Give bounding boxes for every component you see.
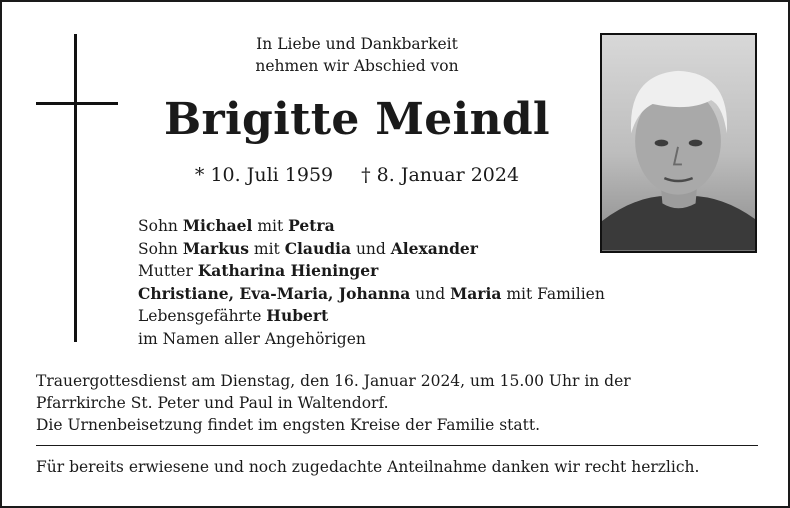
mourner-name: Markus: [182, 238, 249, 258]
service-line: Trauergottesdienst am Dienstag, den 16. Januar 2024, um 15.00 Uhr in der: [36, 372, 631, 390]
mourner-text: Lebensgefährte: [138, 307, 267, 325]
thanks-text: Für bereits erwiesene und noch zugedachte Anteilnahme danken wir recht herzlich.: [36, 458, 700, 476]
death-date: † 8. Januar 2024: [361, 164, 520, 186]
life-dates: [142, 161, 572, 189]
portrait-photo-image: [602, 35, 755, 251]
birth-date: * 10. Juli 1959: [194, 164, 334, 186]
mourner-name: Katharina Hieninger: [197, 261, 379, 280]
mourner-name: Michael: [182, 216, 253, 235]
mourner-line: [138, 260, 605, 283]
mourner-name: Alexander: [390, 238, 478, 258]
mourner-text: und: [351, 239, 391, 258]
mourner-text: Mutter: [138, 262, 198, 280]
mourner-name: Petra: [288, 216, 335, 235]
cross-icon: [74, 34, 77, 342]
mourner-name: Maria: [450, 283, 502, 303]
intro-text: [142, 33, 572, 77]
mourner-line: [138, 238, 605, 261]
mourner-line: [138, 215, 605, 238]
service-line: Die Urnenbeisetzung findet im engsten Kreise der Familie statt.: [36, 416, 541, 434]
divider: [36, 445, 758, 446]
mourner-text: im Namen aller Angehörigen: [138, 329, 366, 348]
deceased-name: Brigitte Meindl: [164, 94, 550, 145]
cross-icon-bar: [36, 102, 118, 105]
intro-line: In Liebe und Dankbarkeit: [256, 35, 458, 53]
mourner-name: Claudia: [284, 238, 352, 258]
mourner-text: Sohn: [138, 239, 183, 258]
service-line: Pfarrkirche St. Peter und Paul in Waltendorf.: [36, 394, 389, 412]
mourner-text: mit: [248, 239, 285, 258]
service-details: [36, 370, 631, 436]
mourner-name: Hubert: [266, 306, 329, 325]
mourner-text: mit Familien: [501, 284, 605, 303]
mourner-line: [138, 283, 605, 306]
intro-line: nehmen wir Abschied von: [255, 57, 459, 75]
mourners-list: [138, 215, 605, 350]
mourner-text: mit: [252, 217, 289, 235]
mourner-name: Christiane, Eva-Maria, Johanna: [138, 283, 411, 303]
mourner-text: und: [410, 284, 451, 303]
portrait-photo: [600, 33, 757, 253]
mourner-line: [138, 328, 605, 351]
mourner-text: Sohn: [138, 217, 183, 235]
mourner-line: [138, 305, 605, 328]
